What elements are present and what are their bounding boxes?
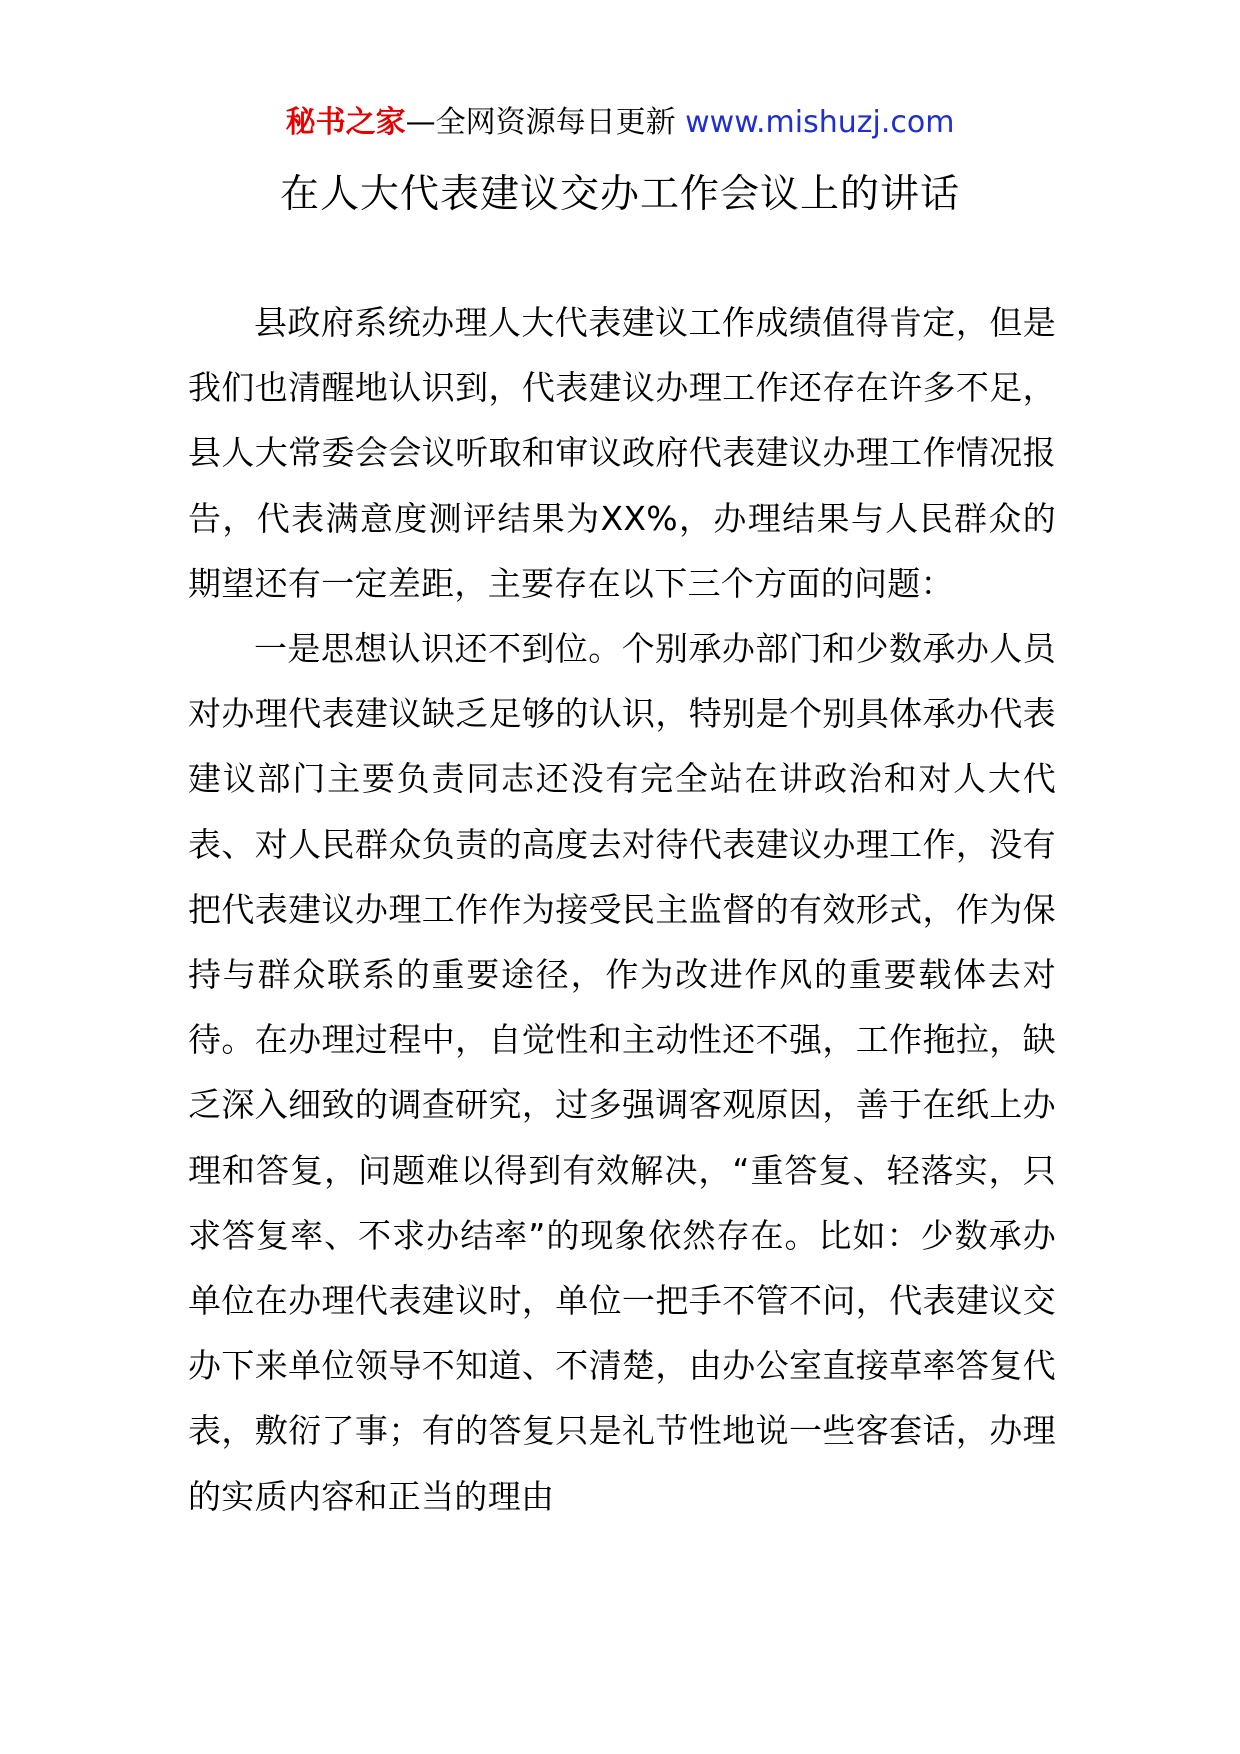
body-paragraph-2: 一是思想认识还不到位。个别承办部门和少数承办人员对办理代表建议缺乏足够的认识，特别是个别具体承办代表建议部门主要负责同志还没有完全站在讲政治和对人大代表、对人民群众负责的高度去对待代表建议办理工作，没有把代表建议办理工作作为接受民主监督的有效形式，作为保持与群众联系的重要途径，作为改进作风的重要载体去对待。在办理过程中，自觉性和主动性还不强，工作拖拉，缺乏深入细致的调查研究，过多强调客观原因，善于在纸上办理和答复，问题难以得到有效解决，“重答复、轻落实，只求答复率、不求办结率”的现象依然存在。比如：少数承办单位在办理代表建议时，单位一把手不管不问，代表建议交办下来单位领导不知道、不清楚，由办公室直接草率答复代表，敷衍了事；有的答复只是礼节性地说一些客套话，办理的实质内容和正当的理由 bbox=[188, 629, 1056, 1516]
site-header bbox=[0, 98, 1240, 148]
document-body bbox=[188, 290, 1056, 1529]
site-brand: 秘书之家 bbox=[285, 105, 406, 140]
site-url-link[interactable]: www.mishuzj.com bbox=[685, 105, 955, 140]
document-title: 在人大代表建议交办工作会议上的讲话 bbox=[279, 172, 960, 217]
body-paragraph-1: 县政府系统办理人大代表建议工作成绩值得肯定，但是我们也清醒地认识到，代表建议办理工作还存在许多不足，县人大常委会会议听取和审议政府代表建议办理工作情况报告，代表满意度测评结果为XX%，办理结果与人民群众的期望还有一定差距，主要存在以下三个方面的问题： bbox=[188, 303, 1056, 603]
site-slogan: —全网资源每日更新 bbox=[405, 105, 676, 140]
